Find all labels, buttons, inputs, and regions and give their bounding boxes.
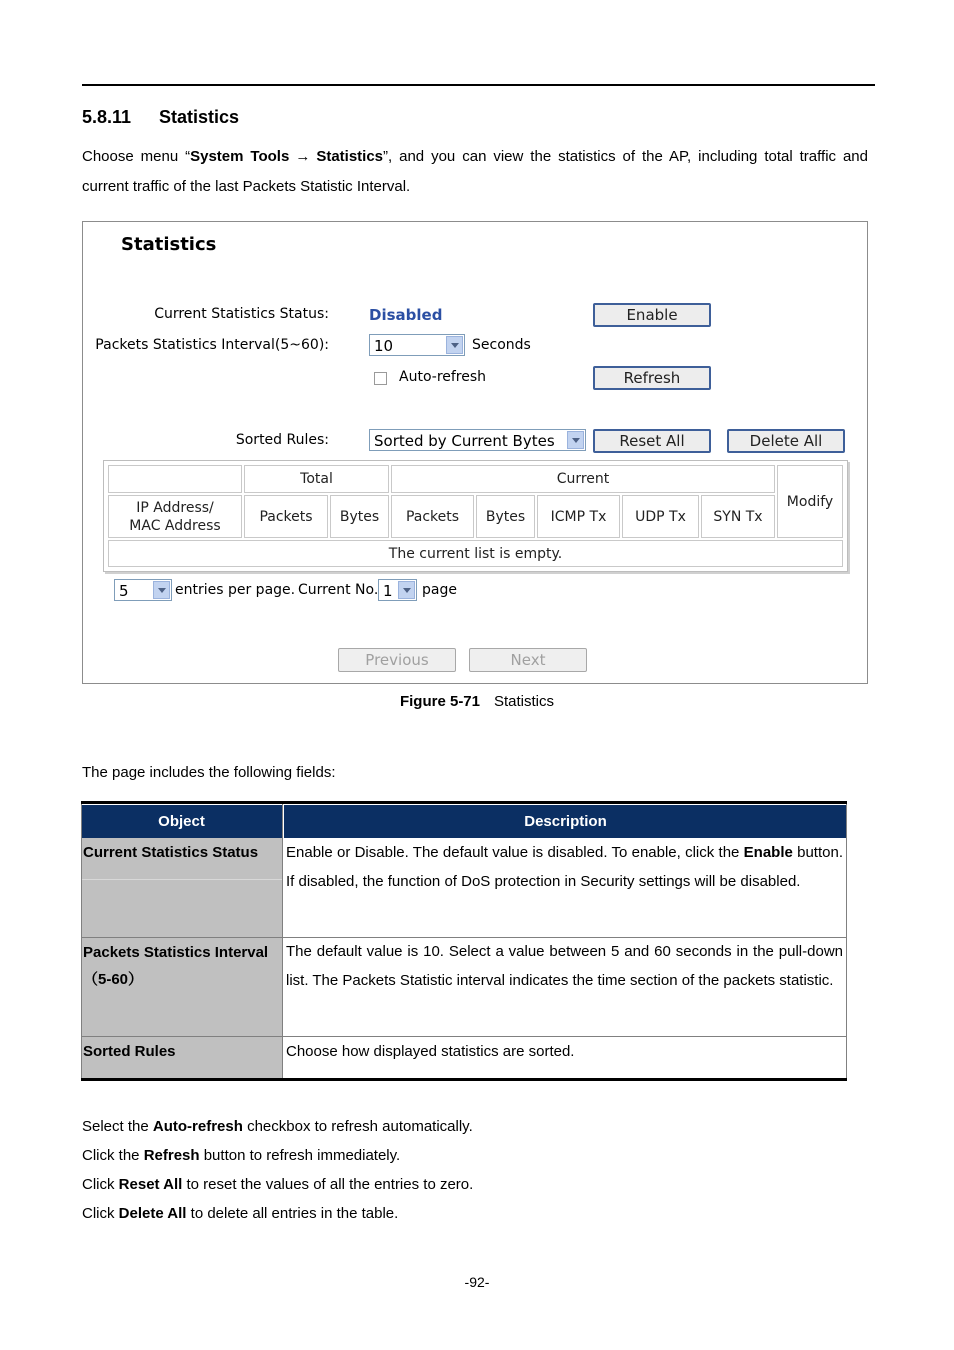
current-page-select[interactable]	[378, 579, 417, 601]
col-total-bytes: Bytes	[330, 495, 389, 538]
fields-intro: The page includes the following fields:	[82, 764, 336, 781]
col-ip-mac: IP Address/ MAC Address	[108, 495, 242, 538]
group-current: Current	[391, 465, 775, 493]
current-page-value: 1	[383, 582, 393, 600]
next-button[interactable]: Next	[469, 648, 587, 672]
col-current-bytes: Bytes	[476, 495, 535, 538]
figure-caption-text: Statistics	[494, 693, 555, 710]
sorted-rules-value: Sorted by Current Bytes	[374, 432, 555, 450]
delete-all-button[interactable]: Delete All	[727, 429, 845, 453]
entries-per-page-label: entries per page.	[175, 582, 296, 598]
page-number: -92-	[464, 1274, 490, 1290]
entries-per-page-select[interactable]	[114, 579, 172, 601]
interval-select[interactable]	[369, 334, 465, 356]
section-title: Statistics	[159, 107, 240, 127]
arrow-icon: →	[295, 148, 311, 165]
chevron-down-icon	[153, 581, 170, 599]
header-description: Description	[284, 805, 847, 838]
object-packets-statistics-interval: Packets Statistics Interval （5-60）	[83, 944, 269, 988]
object-subrow-divider	[81, 879, 282, 880]
figure-caption	[0, 693, 954, 710]
object-current-statistics-status: Current Statistics Status	[83, 844, 259, 861]
section-heading	[82, 107, 239, 128]
figure-number: Figure 5-71	[399, 693, 480, 710]
interval-value: 10	[374, 337, 394, 355]
entries-value: 5	[119, 582, 129, 600]
seconds-label: Seconds	[472, 337, 531, 353]
desc-current-statistics-status: Enable or Disable. The default value is disabled. To enable, click the Enable button. If disabled, the function of DoS protection in Security settings will be disabled.	[286, 844, 843, 890]
chevron-down-icon	[446, 336, 463, 354]
statistics-figure	[82, 221, 868, 684]
statistics-table	[103, 460, 848, 572]
empty-list-message: The current list is empty.	[108, 540, 843, 567]
interval-label: Packets Statistics Interval(5~60):	[95, 337, 329, 353]
desc-sorted-rules: Choose how displayed statistics are sorted.	[286, 1043, 575, 1060]
sorted-rules-label: Sorted Rules:	[235, 432, 329, 448]
page-label: page	[422, 582, 457, 598]
column-divider	[282, 804, 283, 1080]
chevron-down-icon	[567, 431, 584, 449]
note-delete-all: Click Delete All to delete all entries in the table.	[82, 1205, 399, 1222]
previous-button[interactable]: Previous	[338, 648, 456, 672]
reset-all-button[interactable]: Reset All	[593, 429, 711, 453]
menu-system-tools: System Tools	[190, 148, 290, 165]
group-total: Total	[244, 465, 389, 493]
status-value: Disabled	[369, 306, 443, 324]
figure-title: Statistics	[121, 234, 217, 255]
col-syn-tx: SYN Tx	[701, 495, 775, 538]
col-total-packets: Packets	[244, 495, 328, 538]
note-auto-refresh: Select the Auto-refresh checkbox to refresh automatically.	[82, 1118, 473, 1135]
fields-table	[81, 801, 847, 1081]
auto-refresh-checkbox[interactable]	[374, 372, 387, 385]
refresh-button[interactable]: Refresh	[593, 366, 711, 390]
table-left-border	[81, 804, 82, 1080]
note-reset-all: Click Reset All to reset the values of all the entries to zero.	[82, 1176, 474, 1193]
enable-button[interactable]: Enable	[593, 303, 711, 327]
table-bottom-rule	[81, 1078, 847, 1081]
col-icmp-tx: ICMP Tx	[537, 495, 620, 538]
header-rule	[82, 84, 875, 86]
col-modify: Modify	[777, 465, 843, 538]
section-number: 5.8.11	[82, 107, 132, 127]
col-current-packets: Packets	[391, 495, 474, 538]
table-top-rule	[81, 801, 847, 804]
intro-paragraph: Choose menu “System Tools → Statistics”, and you can view the statistics of the AP, including total traffic and current traffic of the last Packets Statistic Interval.	[82, 148, 868, 195]
col-udp-tx: UDP Tx	[622, 495, 699, 538]
menu-statistics: Statistics	[316, 148, 384, 165]
table-right-border	[846, 804, 847, 1080]
object-sorted-rules: Sorted Rules	[83, 1043, 176, 1060]
desc-packets-statistics-interval: The default value is 10. Select a value between 5 and 60 seconds in the pull-down list. The Packets Statistic interval indicates the time section of the packets statistic.	[286, 943, 843, 989]
sorted-rules-select[interactable]	[369, 429, 586, 451]
note-refresh: Click the Refresh button to refresh immediately.	[82, 1147, 401, 1164]
current-no-label: Current No.	[298, 582, 379, 598]
table-corner	[108, 465, 242, 493]
chevron-down-icon	[398, 581, 415, 599]
status-label: Current Statistics Status:	[154, 306, 329, 322]
header-object: Object	[81, 805, 282, 838]
usage-notes	[82, 1112, 473, 1228]
auto-refresh-label: Auto-refresh	[399, 369, 487, 385]
